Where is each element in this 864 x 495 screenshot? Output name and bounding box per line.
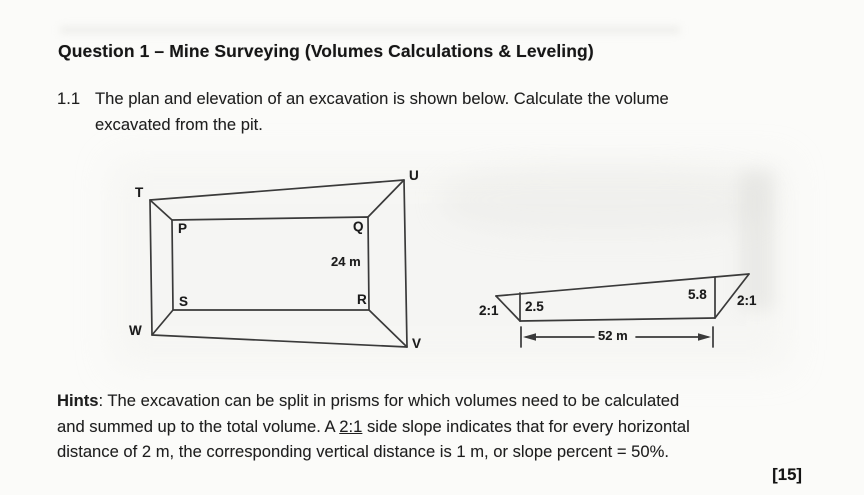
question-number: 1.1 bbox=[57, 89, 81, 108]
plan-vertex-label-v: V bbox=[412, 336, 422, 351]
elevation-right-depth-label: 5.8 bbox=[688, 287, 707, 302]
hints-label: Hints bbox=[57, 391, 99, 410]
elevation-left-slope-label: 2:1 bbox=[479, 303, 499, 318]
plan-vertex-label-q: Q bbox=[353, 219, 364, 234]
plan-vertex-label-u: U bbox=[409, 168, 419, 183]
plan-vertex-label-s: S bbox=[179, 294, 189, 309]
page-title: Question 1 – Mine Surveying (Volumes Calculations & Leveling) bbox=[58, 41, 594, 61]
hints-line-1 bbox=[57, 388, 837, 414]
hints-line-3: distance of 2 m, the corresponding vertical distance is 1 m, or slope percent = 50%. bbox=[57, 442, 669, 461]
question-text-line-1: The plan and elevation of an excavation is shown below. Calculate the volume bbox=[95, 89, 669, 108]
hints-paragraph bbox=[57, 388, 837, 465]
elevation-top-edge bbox=[496, 274, 749, 296]
slope-ratio-underlined: 2:1 bbox=[339, 416, 363, 436]
dimension-arrow-left bbox=[523, 333, 536, 341]
hints-line-2-pre: and summed up to the total volume. A bbox=[57, 416, 340, 436]
elevation-left-depth-label: 2.5 bbox=[525, 299, 544, 314]
hints-line-2-post: side slope indicates that for every horizontal bbox=[362, 416, 690, 436]
plan-vertex-label-w: W bbox=[129, 323, 142, 338]
plan-vertex-label-t: T bbox=[135, 185, 144, 200]
plan-depth-label: 24 m bbox=[331, 254, 361, 269]
hints-line-2 bbox=[57, 414, 837, 440]
elevation-right-slope-label: 2:1 bbox=[737, 293, 757, 308]
elevation-width-label: 52 m bbox=[598, 328, 628, 343]
elevation-left-slope bbox=[496, 296, 520, 321]
plan-vertex-label-p: P bbox=[178, 221, 188, 236]
dimension-arrow-right bbox=[698, 333, 711, 341]
elevation-bottom-edge bbox=[520, 318, 715, 321]
question-text-line-2: excavated from the pit. bbox=[95, 115, 263, 134]
marks-badge: [15] bbox=[772, 465, 802, 484]
hints-line-1-text: : The excavation can be split in prisms for which volumes need to be calculated bbox=[98, 391, 680, 410]
plan-vertex-label-r: R bbox=[357, 292, 367, 307]
